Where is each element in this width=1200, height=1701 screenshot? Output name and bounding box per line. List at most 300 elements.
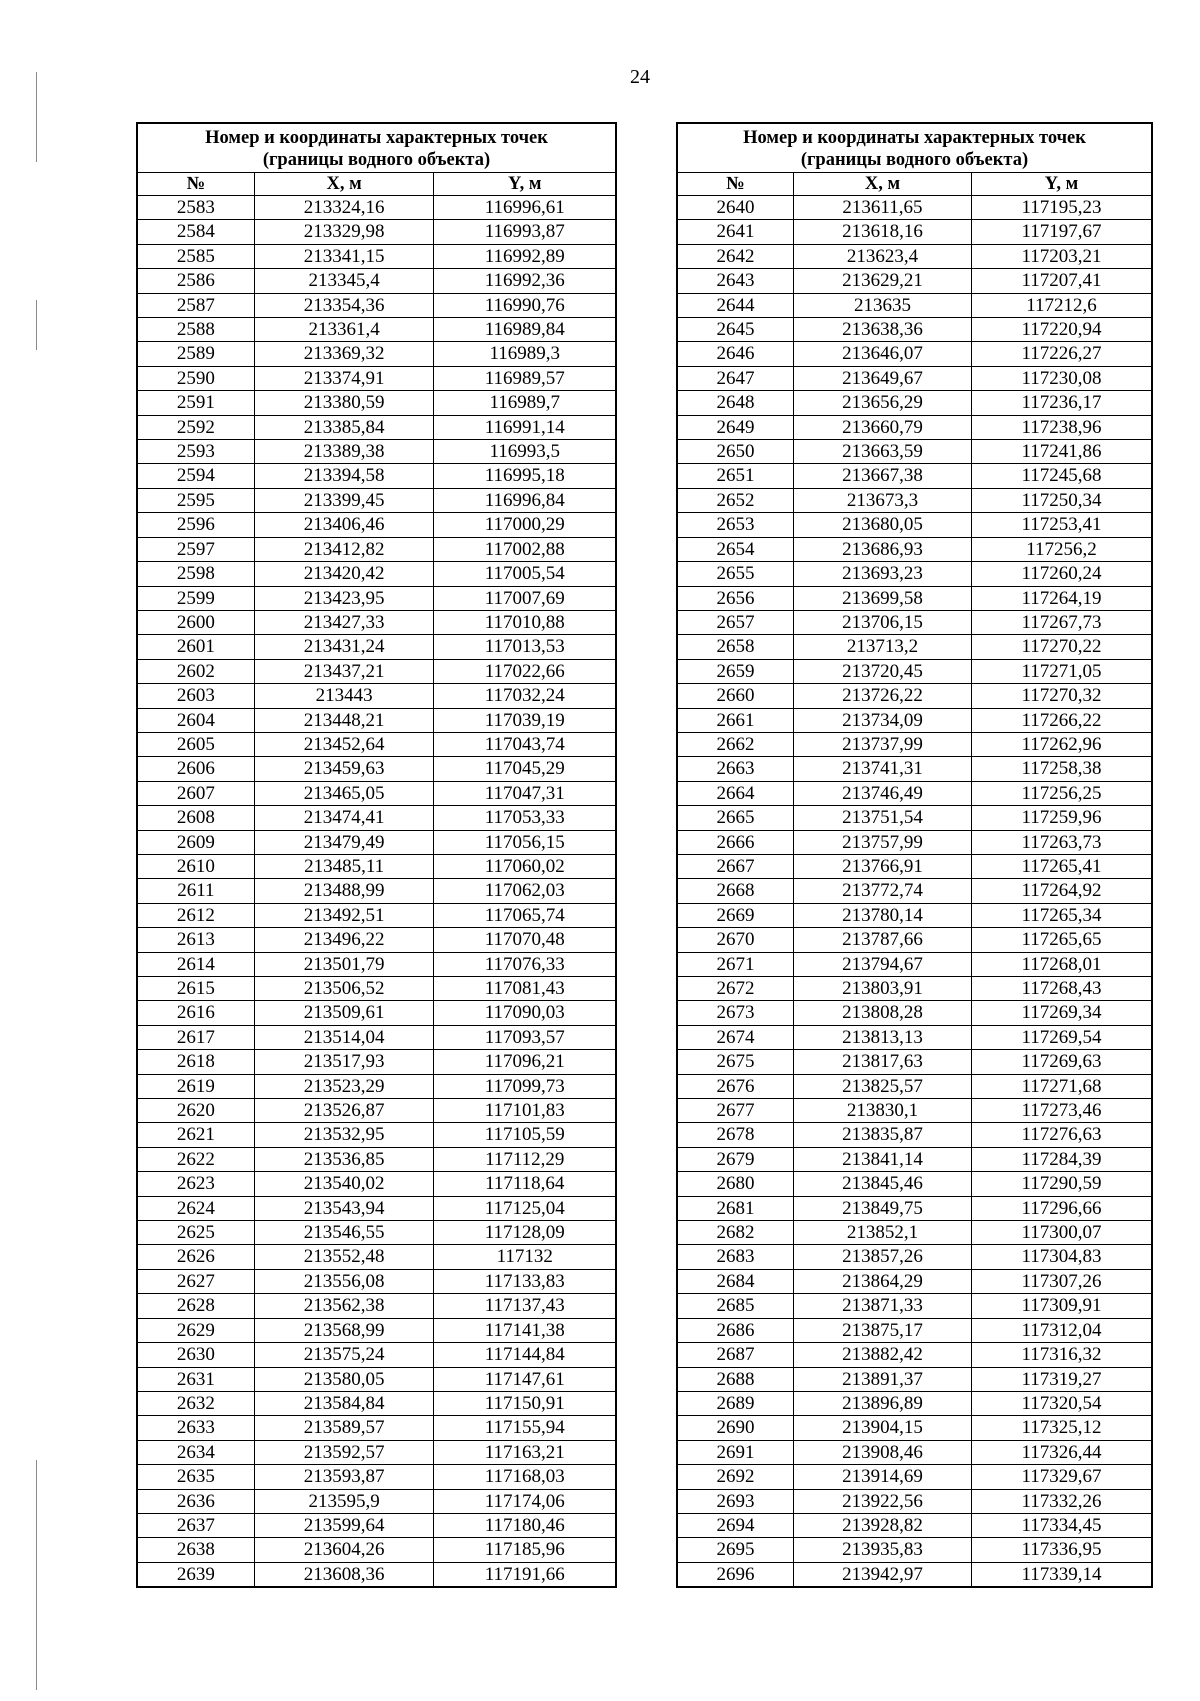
table-row bbox=[677, 1269, 1152, 1293]
table-row bbox=[137, 1367, 616, 1391]
cell-y-coordinate: 116992,89 bbox=[434, 244, 616, 268]
cell-x-coordinate: 213465,05 bbox=[254, 781, 434, 805]
cell-x-coordinate: 213787,66 bbox=[793, 928, 971, 952]
cell-y-coordinate: 116995,18 bbox=[434, 464, 616, 488]
cell-x-coordinate: 213443 bbox=[254, 684, 434, 708]
cell-x-coordinate: 213374,91 bbox=[254, 366, 434, 390]
table-row bbox=[677, 366, 1152, 390]
cell-point-number: 2664 bbox=[677, 781, 793, 805]
cell-x-coordinate: 213552,48 bbox=[254, 1245, 434, 1269]
cell-x-coordinate: 213623,4 bbox=[793, 244, 971, 268]
cell-point-number: 2692 bbox=[677, 1465, 793, 1489]
cell-y-coordinate: 117263,73 bbox=[972, 830, 1153, 854]
table-row bbox=[677, 1172, 1152, 1196]
cell-y-coordinate: 117339,14 bbox=[972, 1562, 1153, 1587]
table-row bbox=[677, 1465, 1152, 1489]
cell-x-coordinate: 213673,3 bbox=[793, 488, 971, 512]
cell-x-coordinate: 213604,26 bbox=[254, 1538, 434, 1562]
cell-point-number: 2594 bbox=[137, 464, 254, 488]
cell-y-coordinate: 117312,04 bbox=[972, 1318, 1153, 1342]
cell-y-coordinate: 117220,94 bbox=[972, 318, 1153, 342]
table-row bbox=[677, 293, 1152, 317]
cell-x-coordinate: 213638,36 bbox=[793, 318, 971, 342]
table-row bbox=[137, 684, 616, 708]
cell-y-coordinate: 117273,46 bbox=[972, 1099, 1153, 1123]
table-row bbox=[137, 269, 616, 293]
table-title bbox=[137, 123, 616, 173]
cell-point-number: 2603 bbox=[137, 684, 254, 708]
cell-x-coordinate: 213345,4 bbox=[254, 269, 434, 293]
table-row bbox=[677, 1318, 1152, 1342]
cell-point-number: 2596 bbox=[137, 513, 254, 537]
cell-y-coordinate: 117191,66 bbox=[434, 1562, 616, 1587]
cell-point-number: 2642 bbox=[677, 244, 793, 268]
cell-point-number: 2678 bbox=[677, 1123, 793, 1147]
cell-y-coordinate: 117180,46 bbox=[434, 1513, 616, 1537]
table-row bbox=[137, 440, 616, 464]
cell-y-coordinate: 117334,45 bbox=[972, 1513, 1153, 1537]
cell-point-number: 2652 bbox=[677, 488, 793, 512]
table-row bbox=[677, 903, 1152, 927]
cell-y-coordinate: 117236,17 bbox=[972, 391, 1153, 415]
cell-y-coordinate: 117269,34 bbox=[972, 1001, 1153, 1025]
cell-y-coordinate: 117276,63 bbox=[972, 1123, 1153, 1147]
cell-x-coordinate: 213803,91 bbox=[793, 977, 971, 1001]
cell-point-number: 2657 bbox=[677, 610, 793, 634]
cell-x-coordinate: 213852,1 bbox=[793, 1221, 971, 1245]
cell-point-number: 2667 bbox=[677, 854, 793, 878]
table-row bbox=[677, 488, 1152, 512]
table-row bbox=[677, 659, 1152, 683]
cell-point-number: 2604 bbox=[137, 708, 254, 732]
cell-y-coordinate: 117238,96 bbox=[972, 415, 1153, 439]
cell-y-coordinate: 117174,06 bbox=[434, 1489, 616, 1513]
table-row bbox=[137, 928, 616, 952]
table-row bbox=[677, 854, 1152, 878]
table-row bbox=[677, 391, 1152, 415]
cell-x-coordinate: 213875,17 bbox=[793, 1318, 971, 1342]
cell-point-number: 2606 bbox=[137, 757, 254, 781]
cell-point-number: 2660 bbox=[677, 684, 793, 708]
cell-y-coordinate: 117144,84 bbox=[434, 1343, 616, 1367]
cell-x-coordinate: 213825,57 bbox=[793, 1074, 971, 1098]
cell-point-number: 2659 bbox=[677, 659, 793, 683]
cell-y-coordinate: 117090,03 bbox=[434, 1001, 616, 1025]
cell-x-coordinate: 213431,24 bbox=[254, 635, 434, 659]
cell-y-coordinate: 117269,54 bbox=[972, 1025, 1153, 1049]
cell-y-coordinate: 117241,86 bbox=[972, 440, 1153, 464]
table-row bbox=[137, 220, 616, 244]
cell-point-number: 2632 bbox=[137, 1391, 254, 1415]
table-row bbox=[677, 1367, 1152, 1391]
cell-y-coordinate: 117269,63 bbox=[972, 1050, 1153, 1074]
cell-x-coordinate: 213526,87 bbox=[254, 1099, 434, 1123]
table-row bbox=[677, 1343, 1152, 1367]
column-header-x: X, м bbox=[254, 173, 434, 196]
cell-y-coordinate: 117022,66 bbox=[434, 659, 616, 683]
cell-x-coordinate: 213474,41 bbox=[254, 806, 434, 830]
cell-y-coordinate: 117137,43 bbox=[434, 1294, 616, 1318]
cell-y-coordinate: 117203,21 bbox=[972, 244, 1153, 268]
cell-point-number: 2614 bbox=[137, 952, 254, 976]
cell-y-coordinate: 117265,41 bbox=[972, 854, 1153, 878]
cell-x-coordinate: 213485,11 bbox=[254, 854, 434, 878]
cell-x-coordinate: 213845,46 bbox=[793, 1172, 971, 1196]
cell-y-coordinate: 117325,12 bbox=[972, 1416, 1153, 1440]
cell-x-coordinate: 213780,14 bbox=[793, 903, 971, 927]
cell-point-number: 2662 bbox=[677, 732, 793, 756]
cell-point-number: 2649 bbox=[677, 415, 793, 439]
cell-x-coordinate: 213412,82 bbox=[254, 537, 434, 561]
table-row bbox=[677, 610, 1152, 634]
cell-y-coordinate: 117070,48 bbox=[434, 928, 616, 952]
table-row bbox=[137, 244, 616, 268]
table-row bbox=[677, 1294, 1152, 1318]
cell-y-coordinate: 117300,07 bbox=[972, 1221, 1153, 1245]
cell-point-number: 2646 bbox=[677, 342, 793, 366]
cell-x-coordinate: 213922,56 bbox=[793, 1489, 971, 1513]
cell-x-coordinate: 213517,93 bbox=[254, 1050, 434, 1074]
table-row bbox=[677, 1074, 1152, 1098]
cell-point-number: 2609 bbox=[137, 830, 254, 854]
cell-x-coordinate: 213808,28 bbox=[793, 1001, 971, 1025]
cell-point-number: 2682 bbox=[677, 1221, 793, 1245]
cell-y-coordinate: 117010,88 bbox=[434, 610, 616, 634]
table-row bbox=[677, 1538, 1152, 1562]
cell-point-number: 2611 bbox=[137, 879, 254, 903]
cell-x-coordinate: 213751,54 bbox=[793, 806, 971, 830]
cell-y-coordinate: 117039,19 bbox=[434, 708, 616, 732]
cell-x-coordinate: 213501,79 bbox=[254, 952, 434, 976]
cell-x-coordinate: 213871,33 bbox=[793, 1294, 971, 1318]
cell-y-coordinate: 117207,41 bbox=[972, 269, 1153, 293]
cell-x-coordinate: 213575,24 bbox=[254, 1343, 434, 1367]
table-row bbox=[137, 196, 616, 220]
cell-x-coordinate: 213757,99 bbox=[793, 830, 971, 854]
table-row bbox=[677, 879, 1152, 903]
cell-x-coordinate: 213479,49 bbox=[254, 830, 434, 854]
cell-point-number: 2639 bbox=[137, 1562, 254, 1587]
table-row bbox=[677, 440, 1152, 464]
table-row bbox=[137, 318, 616, 342]
cell-x-coordinate: 213341,15 bbox=[254, 244, 434, 268]
cell-point-number: 2665 bbox=[677, 806, 793, 830]
cell-x-coordinate: 213635 bbox=[793, 293, 971, 317]
cell-x-coordinate: 213509,61 bbox=[254, 1001, 434, 1025]
cell-y-coordinate: 117105,59 bbox=[434, 1123, 616, 1147]
table-row bbox=[677, 1562, 1152, 1587]
scan-margin-line bbox=[36, 300, 37, 350]
table-row bbox=[137, 806, 616, 830]
cell-point-number: 2591 bbox=[137, 391, 254, 415]
table-row bbox=[677, 1123, 1152, 1147]
cell-point-number: 2626 bbox=[137, 1245, 254, 1269]
cell-x-coordinate: 213406,46 bbox=[254, 513, 434, 537]
cell-y-coordinate: 116989,84 bbox=[434, 318, 616, 342]
table-row bbox=[137, 1269, 616, 1293]
table-row bbox=[137, 659, 616, 683]
table-row bbox=[137, 293, 616, 317]
table-row bbox=[137, 1245, 616, 1269]
cell-x-coordinate: 213593,87 bbox=[254, 1465, 434, 1489]
cell-point-number: 2623 bbox=[137, 1172, 254, 1196]
cell-x-coordinate: 213693,23 bbox=[793, 562, 971, 586]
cell-y-coordinate: 117163,21 bbox=[434, 1440, 616, 1464]
table-row bbox=[137, 854, 616, 878]
cell-point-number: 2629 bbox=[137, 1318, 254, 1342]
table-row bbox=[677, 977, 1152, 1001]
table-body bbox=[677, 196, 1152, 1588]
cell-x-coordinate: 213523,29 bbox=[254, 1074, 434, 1098]
cell-point-number: 2656 bbox=[677, 586, 793, 610]
cell-y-coordinate: 117005,54 bbox=[434, 562, 616, 586]
cell-point-number: 2638 bbox=[137, 1538, 254, 1562]
table-row bbox=[677, 1001, 1152, 1025]
table-row bbox=[677, 684, 1152, 708]
cell-x-coordinate: 213734,09 bbox=[793, 708, 971, 732]
cell-y-coordinate: 117076,33 bbox=[434, 952, 616, 976]
column-header-y: Y, м bbox=[972, 173, 1153, 196]
cell-y-coordinate: 117265,65 bbox=[972, 928, 1153, 952]
cell-x-coordinate: 213794,67 bbox=[793, 952, 971, 976]
table-row bbox=[137, 1001, 616, 1025]
cell-x-coordinate: 213904,15 bbox=[793, 1416, 971, 1440]
cell-point-number: 2683 bbox=[677, 1245, 793, 1269]
cell-y-coordinate: 117168,03 bbox=[434, 1465, 616, 1489]
table-row bbox=[137, 1513, 616, 1537]
cell-x-coordinate: 213726,22 bbox=[793, 684, 971, 708]
cell-point-number: 2674 bbox=[677, 1025, 793, 1049]
cell-x-coordinate: 213835,87 bbox=[793, 1123, 971, 1147]
cell-x-coordinate: 213618,16 bbox=[793, 220, 971, 244]
cell-point-number: 2687 bbox=[677, 1343, 793, 1367]
table-row bbox=[137, 562, 616, 586]
cell-point-number: 2610 bbox=[137, 854, 254, 878]
cell-y-coordinate: 117316,32 bbox=[972, 1343, 1153, 1367]
cell-x-coordinate: 213423,95 bbox=[254, 586, 434, 610]
cell-y-coordinate: 117253,41 bbox=[972, 513, 1153, 537]
table-row bbox=[677, 1391, 1152, 1415]
cell-point-number: 2671 bbox=[677, 952, 793, 976]
cell-point-number: 2600 bbox=[137, 610, 254, 634]
table-row bbox=[137, 879, 616, 903]
cell-point-number: 2631 bbox=[137, 1367, 254, 1391]
table-row bbox=[137, 1391, 616, 1415]
cell-y-coordinate: 116989,3 bbox=[434, 342, 616, 366]
table-row bbox=[677, 537, 1152, 561]
table-row bbox=[677, 635, 1152, 659]
cell-x-coordinate: 213361,4 bbox=[254, 318, 434, 342]
cell-y-coordinate: 117043,74 bbox=[434, 732, 616, 756]
cell-point-number: 2680 bbox=[677, 1172, 793, 1196]
table-row bbox=[677, 732, 1152, 756]
cell-y-coordinate: 116993,5 bbox=[434, 440, 616, 464]
cell-point-number: 2617 bbox=[137, 1025, 254, 1049]
cell-x-coordinate: 213908,46 bbox=[793, 1440, 971, 1464]
table-row bbox=[137, 1172, 616, 1196]
table-row bbox=[677, 1440, 1152, 1464]
table-row bbox=[677, 513, 1152, 537]
cell-x-coordinate: 213546,55 bbox=[254, 1221, 434, 1245]
cell-x-coordinate: 213646,07 bbox=[793, 342, 971, 366]
cell-y-coordinate: 117309,91 bbox=[972, 1294, 1153, 1318]
table-title-line: Номер и координаты характерных точек bbox=[743, 128, 1086, 148]
cell-x-coordinate: 213592,57 bbox=[254, 1440, 434, 1464]
cell-point-number: 2690 bbox=[677, 1416, 793, 1440]
cell-point-number: 2651 bbox=[677, 464, 793, 488]
table-row bbox=[677, 244, 1152, 268]
table-title-line: (границы водного объекта) bbox=[800, 150, 1029, 170]
cell-x-coordinate: 213737,99 bbox=[793, 732, 971, 756]
cell-point-number: 2593 bbox=[137, 440, 254, 464]
cell-y-coordinate: 117267,73 bbox=[972, 610, 1153, 634]
cell-y-coordinate: 117133,83 bbox=[434, 1269, 616, 1293]
table-row bbox=[137, 1147, 616, 1171]
table-row bbox=[677, 1221, 1152, 1245]
table-row bbox=[137, 977, 616, 1001]
table-row bbox=[677, 586, 1152, 610]
cell-y-coordinate: 117332,26 bbox=[972, 1489, 1153, 1513]
cell-y-coordinate: 117264,19 bbox=[972, 586, 1153, 610]
cell-point-number: 2586 bbox=[137, 269, 254, 293]
cell-x-coordinate: 213741,31 bbox=[793, 757, 971, 781]
cell-point-number: 2669 bbox=[677, 903, 793, 927]
cell-x-coordinate: 213813,13 bbox=[793, 1025, 971, 1049]
cell-point-number: 2694 bbox=[677, 1513, 793, 1537]
table-row bbox=[137, 415, 616, 439]
cell-y-coordinate: 116990,76 bbox=[434, 293, 616, 317]
cell-x-coordinate: 213385,84 bbox=[254, 415, 434, 439]
cell-point-number: 2655 bbox=[677, 562, 793, 586]
column-header-x: X, м bbox=[793, 173, 971, 196]
cell-point-number: 2691 bbox=[677, 1440, 793, 1464]
cell-point-number: 2584 bbox=[137, 220, 254, 244]
table-row bbox=[677, 318, 1152, 342]
table-row bbox=[677, 1416, 1152, 1440]
cell-y-coordinate: 117268,43 bbox=[972, 977, 1153, 1001]
table-row bbox=[137, 830, 616, 854]
cell-x-coordinate: 213686,93 bbox=[793, 537, 971, 561]
column-header-y: Y, м bbox=[434, 173, 616, 196]
cell-y-coordinate: 116992,36 bbox=[434, 269, 616, 293]
cell-y-coordinate: 117304,83 bbox=[972, 1245, 1153, 1269]
table-row bbox=[677, 1050, 1152, 1074]
cell-x-coordinate: 213766,91 bbox=[793, 854, 971, 878]
table-row bbox=[137, 952, 616, 976]
cell-x-coordinate: 213663,59 bbox=[793, 440, 971, 464]
cell-point-number: 2668 bbox=[677, 879, 793, 903]
table-row bbox=[137, 1562, 616, 1587]
cell-y-coordinate: 117256,2 bbox=[972, 537, 1153, 561]
cell-point-number: 2607 bbox=[137, 781, 254, 805]
cell-x-coordinate: 213746,49 bbox=[793, 781, 971, 805]
cell-x-coordinate: 213354,36 bbox=[254, 293, 434, 317]
cell-x-coordinate: 213427,33 bbox=[254, 610, 434, 634]
table-row bbox=[137, 757, 616, 781]
cell-point-number: 2601 bbox=[137, 635, 254, 659]
cell-y-coordinate: 117271,05 bbox=[972, 659, 1153, 683]
cell-y-coordinate: 117326,44 bbox=[972, 1440, 1153, 1464]
cell-x-coordinate: 213611,65 bbox=[793, 196, 971, 220]
cell-x-coordinate: 213599,64 bbox=[254, 1513, 434, 1537]
cell-point-number: 2666 bbox=[677, 830, 793, 854]
cell-point-number: 2696 bbox=[677, 1562, 793, 1587]
cell-x-coordinate: 213437,21 bbox=[254, 659, 434, 683]
cell-x-coordinate: 213448,21 bbox=[254, 708, 434, 732]
cell-x-coordinate: 213830,1 bbox=[793, 1099, 971, 1123]
cell-x-coordinate: 213649,67 bbox=[793, 366, 971, 390]
cell-y-coordinate: 117099,73 bbox=[434, 1074, 616, 1098]
cell-point-number: 2624 bbox=[137, 1196, 254, 1220]
cell-point-number: 2643 bbox=[677, 269, 793, 293]
cell-y-coordinate: 117081,43 bbox=[434, 977, 616, 1001]
cell-y-coordinate: 117260,24 bbox=[972, 562, 1153, 586]
table-row bbox=[677, 562, 1152, 586]
cell-y-coordinate: 117270,22 bbox=[972, 635, 1153, 659]
column-header-number: № bbox=[137, 173, 254, 196]
cell-x-coordinate: 213699,58 bbox=[793, 586, 971, 610]
cell-y-coordinate: 117259,96 bbox=[972, 806, 1153, 830]
table-row bbox=[677, 464, 1152, 488]
cell-point-number: 2605 bbox=[137, 732, 254, 756]
cell-point-number: 2612 bbox=[137, 903, 254, 927]
cell-x-coordinate: 213324,16 bbox=[254, 196, 434, 220]
cell-point-number: 2602 bbox=[137, 659, 254, 683]
cell-y-coordinate: 116993,87 bbox=[434, 220, 616, 244]
cell-point-number: 2585 bbox=[137, 244, 254, 268]
table-row bbox=[677, 1489, 1152, 1513]
table-row bbox=[137, 586, 616, 610]
cell-y-coordinate: 116996,61 bbox=[434, 196, 616, 220]
cell-x-coordinate: 213394,58 bbox=[254, 464, 434, 488]
table-row bbox=[137, 1343, 616, 1367]
cell-x-coordinate: 213595,9 bbox=[254, 1489, 434, 1513]
cell-y-coordinate: 117230,08 bbox=[972, 366, 1153, 390]
cell-y-coordinate: 117101,83 bbox=[434, 1099, 616, 1123]
cell-x-coordinate: 213656,29 bbox=[793, 391, 971, 415]
cell-x-coordinate: 213389,38 bbox=[254, 440, 434, 464]
table-row bbox=[677, 1025, 1152, 1049]
cell-x-coordinate: 213849,75 bbox=[793, 1196, 971, 1220]
cell-point-number: 2645 bbox=[677, 318, 793, 342]
table-row bbox=[137, 1489, 616, 1513]
table-row bbox=[137, 781, 616, 805]
cell-x-coordinate: 213713,2 bbox=[793, 635, 971, 659]
cell-point-number: 2688 bbox=[677, 1367, 793, 1391]
table-row bbox=[677, 1513, 1152, 1537]
cell-point-number: 2684 bbox=[677, 1269, 793, 1293]
table-row bbox=[137, 1099, 616, 1123]
cell-x-coordinate: 213817,63 bbox=[793, 1050, 971, 1074]
cell-y-coordinate: 117319,27 bbox=[972, 1367, 1153, 1391]
cell-x-coordinate: 213706,15 bbox=[793, 610, 971, 634]
cell-y-coordinate: 117125,04 bbox=[434, 1196, 616, 1220]
cell-y-coordinate: 117307,26 bbox=[972, 1269, 1153, 1293]
cell-x-coordinate: 213896,89 bbox=[793, 1391, 971, 1415]
cell-point-number: 2673 bbox=[677, 1001, 793, 1025]
cell-y-coordinate: 117195,23 bbox=[972, 196, 1153, 220]
table-row bbox=[677, 342, 1152, 366]
table-row bbox=[677, 1196, 1152, 1220]
cell-point-number: 2636 bbox=[137, 1489, 254, 1513]
cell-point-number: 2675 bbox=[677, 1050, 793, 1074]
cell-point-number: 2597 bbox=[137, 537, 254, 561]
table-row bbox=[137, 391, 616, 415]
cell-point-number: 2598 bbox=[137, 562, 254, 586]
cell-point-number: 2590 bbox=[137, 366, 254, 390]
cell-x-coordinate: 213864,29 bbox=[793, 1269, 971, 1293]
table-row bbox=[677, 1245, 1152, 1269]
